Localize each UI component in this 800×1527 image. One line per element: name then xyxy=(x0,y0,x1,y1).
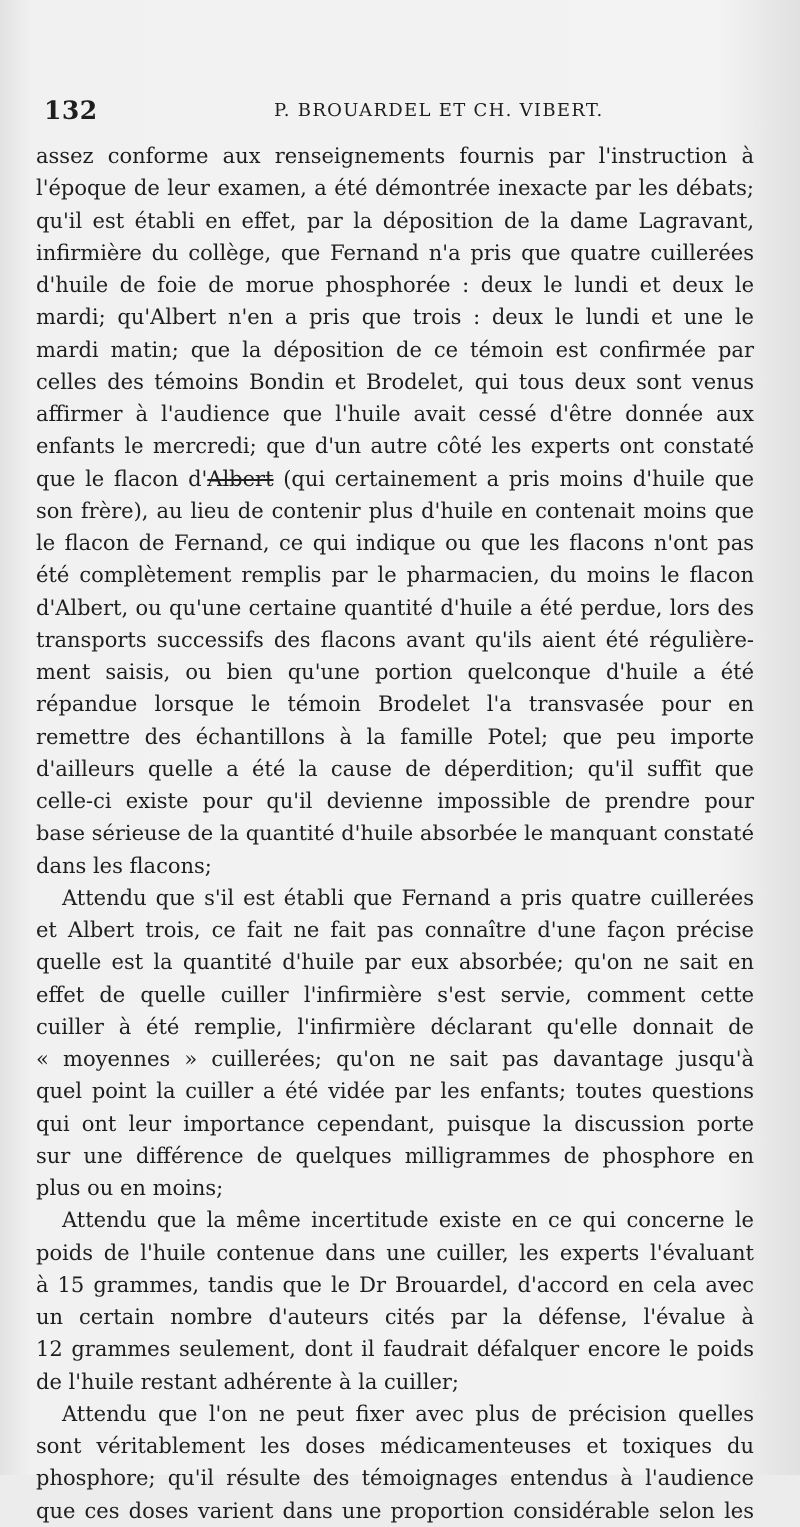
text-segment: que le flacon d' xyxy=(36,466,208,491)
page-number: 132 xyxy=(44,96,98,125)
text-line: ment saisis, ou bien qu'une portion quelconque d'huile a été xyxy=(36,660,754,684)
text-line: 12 grammes seulement, dont il faudrait défalquer encore le poids xyxy=(36,1337,754,1362)
page-header xyxy=(36,96,754,136)
text-line: celles des témoins Bondin et Brodelet, qui tous deux sont venus xyxy=(36,369,754,394)
text-line: Attendu que la même incertitude existe en ce qui concerne le xyxy=(62,1208,754,1233)
text-line: assez conforme aux renseignements fournis par l'instruction à xyxy=(36,144,754,168)
text-line: poids de l'huile contenue dans une cuiller, les experts l'évaluant xyxy=(36,1240,754,1265)
text-line: remettre des échantillons à la famille Potel; que peu importe xyxy=(36,724,754,749)
text-line: sont véritablement les doses médicamenteuses et toxiques du xyxy=(36,1434,754,1458)
running-head: P. BROUARDEL ET CH. VIBERT. xyxy=(274,100,604,121)
text-line: cuiller à été remplie, l'infirmière déclarant qu'elle donnait de xyxy=(36,1014,754,1039)
text-line: Attendu que s'il est établi que Fernand a pris quatre cuillerées xyxy=(62,885,754,910)
text-line: qu'il est établi en effet, par la déposition de la dame Lagravant, xyxy=(36,208,754,233)
text-line: phosphore; qu'il résulte des témoignages entendus à l'audience xyxy=(36,1466,754,1491)
text-line: l'époque de leur examen, a été démontrée inexacte par les débats; xyxy=(36,176,754,201)
text-line: d'huile de foie de morue phosphorée : deux le lundi et deux le xyxy=(36,273,754,297)
text-line: qui ont leur importance cependant, puisque la discussion porte xyxy=(36,1111,754,1136)
text-line: celle-ci existe pour qu'il devienne impossible de prendre pour xyxy=(36,789,754,813)
text-line: été complètement remplis par le pharmacien, du moins le flacon xyxy=(36,563,754,588)
text-line: mardi; qu'Albert n'en a pris que trois : deux le lundi et une le xyxy=(36,305,754,330)
text-line: dans les flacons; xyxy=(36,853,212,878)
text-line: infirmière du collège, que Fernand n'a pris que quatre cuillerées xyxy=(36,240,754,265)
text-line: le flacon de Fernand, ce qui indique ou que les flacons n'ont pas xyxy=(36,531,754,555)
text-line: que ces doses varient dans une proportion considérable selon les xyxy=(36,1498,754,1523)
text-line: son frère), au lieu de contenir plus d'huile en contenait moins que xyxy=(36,498,754,523)
text-line: de l'huile restant adhérente à la cuiller; xyxy=(36,1369,459,1394)
text-line: transports successifs des flacons avant qu'ils aient été régulière- xyxy=(36,627,754,652)
text-line: base sérieuse de la quantité d'huile absorbée le manquant constaté xyxy=(36,821,754,846)
text-line: répandue lorsque le témoin Brodelet l'a transvasée pour en xyxy=(36,692,754,717)
text-line: effet de quelle cuiller l'infirmière s'est servie, comment cette xyxy=(36,982,754,1007)
text-line: sur une différence de quelques milligrammes de phosphore en xyxy=(36,1143,754,1168)
text-line: et Albert trois, ce fait ne fait pas connaître d'une façon précise xyxy=(36,918,754,942)
text-line: « moyennes » cuillerées; qu'on ne sait pas davantage jusqu'à xyxy=(36,1047,754,1071)
text-line: plus ou en moins; xyxy=(36,1176,224,1200)
text-line: enfants le mercredi; que d'un autre côté les experts ont constaté xyxy=(36,434,754,459)
text-segment: (qui certainement a pris moins d'huile que xyxy=(273,466,754,491)
text-line: d'Albert, ou qu'une certaine quantité d'huile a été perdue, lors des xyxy=(36,595,754,620)
text-line: à 15 grammes, tandis que le Dr Brouardel, d'accord en cela avec xyxy=(36,1272,754,1297)
text-line: affirmer à l'audience que l'huile avait cessé d'être donnée aux xyxy=(36,402,754,426)
struck-word: Albert xyxy=(207,466,274,491)
text-line: quel point la cuiller a été vidée par les enfants; toutes questions xyxy=(36,1079,754,1104)
text-line: Attendu que l'on ne peut fixer avec plus de précision quelles xyxy=(62,1401,754,1426)
text-line: d'ailleurs quelle a été la cause de déperdition; qu'il suffit que xyxy=(36,756,754,781)
body-text xyxy=(36,140,754,1527)
text-line: quelle est la quantité d'huile par eux absorbée; qu'on ne sait en xyxy=(36,950,754,975)
text-line: mardi matin; que la déposition de ce témoin est confirmée par xyxy=(36,337,754,362)
text-line xyxy=(36,463,754,495)
text-line: un certain nombre d'auteurs cités par la défense, l'évalue à xyxy=(36,1305,754,1329)
